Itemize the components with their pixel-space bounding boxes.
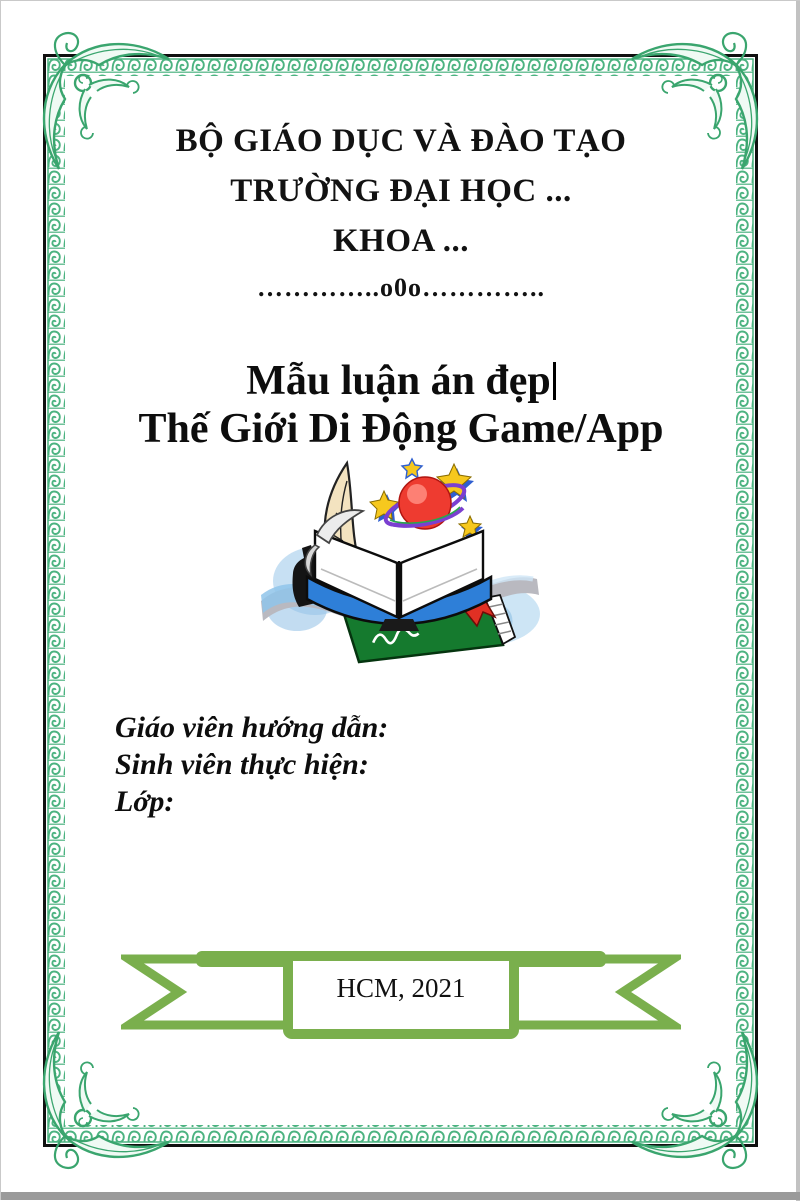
student-label: Sinh viên thực hiện: [115,748,369,781]
book-quill-planet-clipart [257,449,545,667]
location-year-text: HCM, 2021 [336,973,466,1003]
info-fields-block[interactable] [115,709,388,820]
class-label: Lớp: [115,785,175,818]
decorative-separator: …………..o0o………….. [257,273,545,302]
corner-flourish-icon [613,23,778,188]
corner-flourish-icon [23,23,188,188]
thesis-title-line1[interactable]: Mẫu luận án đẹp [61,357,741,405]
window-edge [1,1192,800,1200]
text-cursor [553,362,556,400]
ministry-heading: BỘ GIÁO DỤC VÀ ĐÀO TẠO [175,123,627,159]
window-edge [796,1,800,1201]
thesis-title-line2[interactable]: Thế Giới Di Động Game/App [138,406,664,452]
faculty-heading: KHOA ... [332,223,470,259]
ringed-planet-icon [381,477,469,533]
supervisor-label: Giáo viên hướng dẫn: [115,711,389,744]
university-heading: TRƯỜNG ĐẠI HỌC ... [230,173,572,209]
